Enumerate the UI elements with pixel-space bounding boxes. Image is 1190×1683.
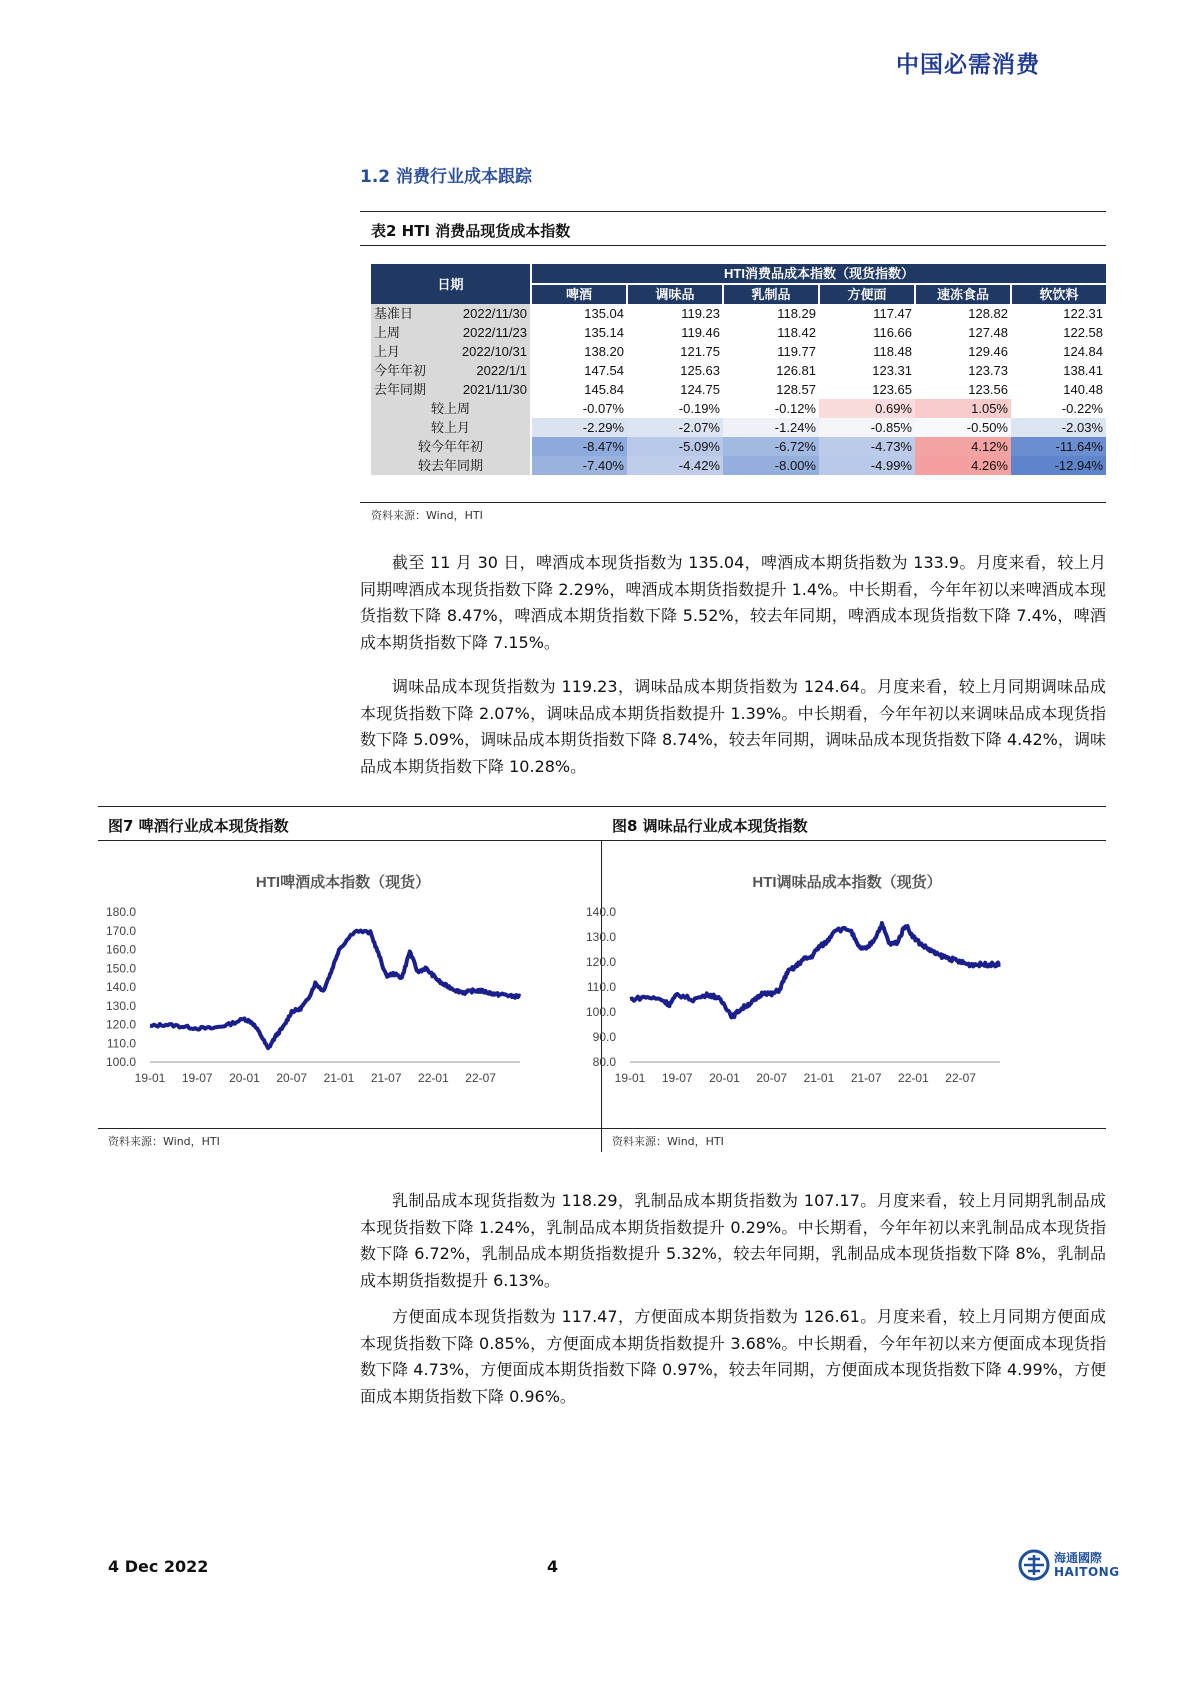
fig8-source: 资料来源：Wind，HTI	[612, 1135, 724, 1148]
x-tick-label: 19-07	[181, 1071, 213, 1085]
change-label: 较今年年初	[371, 437, 530, 456]
index-cell: 118.29	[777, 306, 816, 321]
x-tick-label: 22-07	[465, 1071, 496, 1085]
fig8-caption: 图8 调味品行业成本现货指数	[612, 817, 808, 835]
x-tick-label: 21-07	[850, 1071, 882, 1085]
index-cell: 145.84	[584, 382, 624, 397]
fig7-source: 资料来源：Wind，HTI	[108, 1135, 220, 1148]
row-date: 2022/11/23	[442, 323, 530, 342]
y-tick-label: 110.0	[106, 1036, 136, 1051]
haitong-logo-icon	[1018, 1549, 1050, 1581]
row-label: 去年同期	[371, 380, 442, 399]
change-cell: -0.22%	[1011, 399, 1106, 418]
row-label: 上周	[371, 323, 442, 342]
index-cell: 138.20	[584, 344, 624, 359]
row-label: 今年年初	[371, 361, 442, 380]
row-date: 2022/1/1	[442, 361, 530, 380]
index-cell: 128.57	[776, 382, 816, 397]
index-cell: 119.23	[681, 306, 720, 321]
x-tick-label: 19-01	[614, 1071, 646, 1085]
y-tick-label: 100.0	[105, 1055, 136, 1069]
x-tick-label: 22-01	[418, 1071, 449, 1085]
index-cell: 135.14	[584, 325, 624, 340]
commentary-block-1	[360, 550, 1106, 780]
index-cell: 119.46	[681, 325, 720, 340]
table-col-header: 软饮料	[1011, 284, 1106, 304]
table-row	[371, 342, 1106, 361]
fig7-caption: 图7 啤酒行业成本现货指数	[108, 817, 289, 835]
y-tick-label: 90.0	[592, 1030, 616, 1044]
y-tick-label: 150.0	[105, 961, 136, 976]
table-row	[371, 323, 1106, 342]
x-tick-label: 21-07	[370, 1071, 402, 1085]
section-title: 1.2 消费行业成本跟踪	[360, 167, 533, 187]
change-cell: -8.00%	[723, 456, 819, 475]
y-tick-label: 130.0	[585, 930, 616, 944]
index-cell: 123.31	[872, 363, 912, 378]
table-col-header: 速冻食品	[915, 284, 1011, 304]
change-label: 较上月	[371, 418, 530, 437]
x-tick-label: 20-07	[276, 1071, 308, 1085]
index-cell: 117.47	[873, 306, 912, 321]
row-label: 基准日	[371, 304, 442, 323]
paragraph-noodle: 方便面成本现货指数为 117.47，方便面成本期货指数为 126.61。月度来看，较上月同期方便面成本现货指数下降 0.85%，方便面成本期货指数提升 3.68%。中长期看，今年年初以来方便面成本现货指数下降 4.73%，方便面成本期货指数下降 0.97%，较去年同期，方便面成本现货指数下降 4.99%，方便面成本期货指数下降 0.96%。	[360, 1307, 1106, 1406]
change-cell: -0.50%	[915, 418, 1011, 437]
index-cell: 124.75	[680, 382, 720, 397]
row-label: 上月	[371, 342, 442, 361]
y-tick-label: 110.0	[586, 980, 616, 994]
fig7-chart-title: HTI啤酒成本指数（现货）	[255, 874, 431, 891]
table-bottom-rule	[360, 502, 1106, 503]
change-cell: -0.19%	[627, 399, 723, 418]
y-tick-label: 120.0	[105, 1017, 136, 1032]
x-tick-label: 20-01	[229, 1071, 260, 1085]
change-cell: -4.73%	[819, 437, 915, 456]
change-cell: -11.64%	[1011, 437, 1106, 456]
index-cell: 140.48	[1063, 382, 1103, 397]
fig7-series-line	[150, 931, 520, 1049]
change-cell: -12.94%	[1011, 456, 1106, 475]
paragraph-dairy: 乳制品成本现货指数为 118.29，乳制品成本期货指数为 107.17。月度来看，较上月同期乳制品成本现货指数下降 1.24%，乳制品成本期货指数提升 0.29%。中长期看，今年年初以来乳制品成本现货指数下降 6.72%，乳制品成本期货指数提升 5.32%，较去年同期，乳制品成本现货指数下降 8%，乳制品成本期货指数提升 6.13%。	[360, 1191, 1106, 1290]
table-row	[371, 380, 1106, 399]
index-cell: 123.73	[968, 363, 1008, 378]
table-date-header: 日期	[371, 264, 530, 304]
index-cell: 119.77	[777, 344, 816, 359]
index-cell: 126.81	[776, 363, 816, 378]
y-tick-label: 130.0	[105, 998, 136, 1013]
y-tick-label: 180.0	[105, 905, 136, 919]
y-tick-label: 140.0	[105, 980, 136, 994]
x-tick-label: 21-01	[323, 1071, 355, 1085]
y-tick-label: 170.0	[105, 923, 136, 938]
index-cell: 127.48	[968, 325, 1008, 340]
index-cell: 147.54	[584, 363, 624, 378]
y-tick-label: 160.0	[105, 942, 136, 957]
x-tick-label: 22-01	[898, 1071, 929, 1085]
x-tick-label: 22-07	[945, 1071, 976, 1085]
table-row	[371, 304, 1106, 323]
change-cell: 0.69%	[819, 399, 915, 418]
row-date: 2022/11/30	[442, 304, 530, 323]
change-row	[371, 399, 1106, 418]
footer-page-number: 4	[547, 1557, 559, 1576]
x-tick-label: 21-01	[803, 1071, 835, 1085]
change-cell: -6.72%	[723, 437, 819, 456]
footer-date: 4 Dec 2022	[108, 1557, 209, 1576]
change-cell: -2.29%	[532, 418, 627, 437]
x-tick-label: 20-01	[709, 1071, 740, 1085]
commentary-block-2	[360, 1188, 1106, 1410]
y-tick-label: 100.0	[585, 1005, 616, 1019]
row-date: 2022/10/31	[442, 342, 530, 361]
logo-cn: 海通國際	[1054, 1551, 1103, 1565]
change-cell: -1.24%	[723, 418, 819, 437]
y-tick-label: 120.0	[585, 955, 616, 969]
index-cell: 129.46	[968, 344, 1008, 359]
table-col-header: 啤酒	[532, 284, 627, 304]
change-cell: -2.03%	[1011, 418, 1106, 437]
index-cell: 123.65	[872, 382, 912, 397]
table-row	[371, 361, 1106, 380]
x-tick-label: 19-01	[134, 1071, 166, 1085]
figure-caption-rule	[98, 840, 1106, 841]
paragraph-condiment: 调味品成本现货指数为 119.23，调味品成本期货指数为 124.64。月度来看，较上月同期调味品成本现货指数下降 2.07%，调味品成本期货指数提升 1.39%。中长期看，今年年初以来调味品成本现货指数下降 5.09%，调味品成本期货指数下降 8.74%，较去年同期，调味品成本现货指数下降 4.42%，调味品成本期货指数下降 10.28%。	[360, 677, 1106, 776]
logo-en: HAITONG	[1054, 1565, 1120, 1579]
y-tick-label: 140.0	[585, 905, 616, 919]
change-cell: -4.42%	[627, 456, 723, 475]
index-cell: 138.41	[1063, 363, 1103, 378]
figure-bottom-rule	[98, 1128, 1106, 1129]
table-caption: 表2 HTI 消费品现货成本指数	[371, 222, 571, 240]
change-cell: -8.47%	[532, 437, 627, 456]
figure-top-rule	[98, 806, 1106, 807]
change-cell: -5.09%	[627, 437, 723, 456]
index-cell: 128.82	[968, 306, 1008, 321]
change-row	[371, 437, 1106, 456]
change-row	[371, 418, 1106, 437]
table-col-header: 调味品	[627, 284, 723, 304]
x-tick-label: 19-07	[661, 1071, 693, 1085]
change-label: 较上周	[371, 399, 530, 418]
index-cell: 125.63	[680, 363, 720, 378]
fig7-chart	[98, 842, 600, 1127]
cost-index-table	[371, 264, 1106, 475]
index-cell: 122.31	[1063, 306, 1103, 321]
change-cell: -0.85%	[819, 418, 915, 437]
change-cell: -4.99%	[819, 456, 915, 475]
table-col-header: 方便面	[819, 284, 915, 304]
table-top-rule	[360, 211, 1106, 212]
table-source: 资料来源：Wind，HTI	[371, 509, 483, 522]
index-cell: 116.66	[873, 325, 912, 340]
table-caption-rule	[360, 245, 1106, 246]
change-cell: 1.05%	[915, 399, 1011, 418]
table-col-header: 乳制品	[723, 284, 819, 304]
fig8-series-line	[630, 923, 1000, 1017]
fig8-chart	[585, 842, 1106, 1127]
haitong-logo	[1018, 1546, 1118, 1584]
y-tick-label: 80.0	[592, 1055, 616, 1069]
index-cell: 122.58	[1063, 325, 1103, 340]
change-cell: -2.07%	[627, 418, 723, 437]
index-cell: 121.75	[680, 344, 720, 359]
table-group-header: HTI消费品成本指数（现货指数）	[532, 264, 1106, 284]
report-header-title: 中国必需消费	[896, 52, 1040, 78]
index-cell: 118.42	[777, 325, 816, 340]
change-cell: 4.12%	[915, 437, 1011, 456]
fig8-chart-title: HTI调味品成本指数（现货）	[752, 874, 942, 891]
change-label: 较去年同期	[371, 456, 530, 475]
change-cell: 4.26%	[915, 456, 1011, 475]
change-cell: -0.12%	[723, 399, 819, 418]
index-cell: 118.48	[873, 344, 912, 359]
paragraph-beer: 截至 11 月 30 日，啤酒成本现货指数为 135.04，啤酒成本期货指数为 133.9。月度来看，较上月同期啤酒成本现货指数下降 2.29%，啤酒成本期货指数提升 1.4%。中长期看，今年年初以来啤酒成本现货指数下降 8.47%，啤酒成本期货指数下降 5.52%，较去年同期，啤酒成本现货指数下降 7.4%，啤酒成本期货指数下降 7.15%。	[360, 553, 1106, 652]
x-tick-label: 20-07	[756, 1071, 788, 1085]
index-cell: 124.84	[1063, 344, 1103, 359]
index-cell: 135.04	[584, 306, 624, 321]
change-row	[371, 456, 1106, 475]
index-cell: 123.56	[968, 382, 1008, 397]
change-cell: -0.07%	[532, 399, 627, 418]
change-cell: -7.40%	[532, 456, 627, 475]
row-date: 2021/11/30	[442, 380, 530, 399]
